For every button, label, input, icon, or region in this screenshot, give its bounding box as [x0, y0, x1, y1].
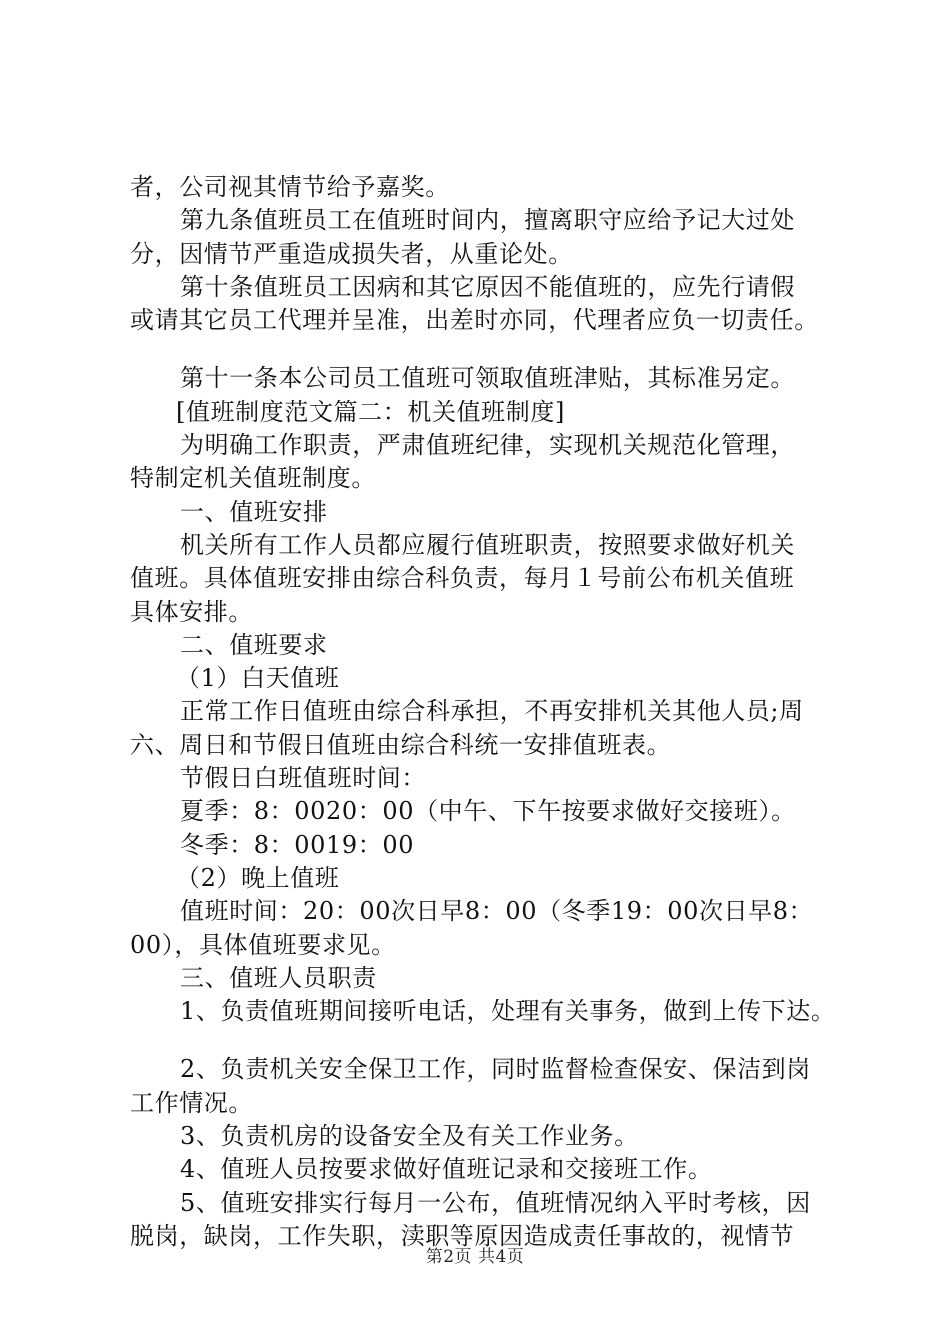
text-line: 工作情况。 [130, 1088, 253, 1117]
heading-duty-arrangement: 一、值班安排 [180, 497, 328, 526]
page-number: 第2页 共4页 [425, 1247, 525, 1267]
heading-duty-requirements: 二、值班要求 [180, 630, 328, 659]
winter-hours: 冬季：8：0019：00 [180, 830, 415, 859]
text-line: 者，公司视其情节给予嘉奖。 [130, 173, 450, 201]
section-heading: [值班制度范文篇二：机关值班制度] [176, 397, 565, 426]
paragraph-article-9: 第九条值班员工在值班时间内，擅离职守应给予记大过处 [180, 206, 795, 235]
responsibility-item-1: 1、负责值班期间接听电话，处理有关事务，做到上传下达。 [180, 997, 836, 1026]
text-line: 分，因情节严重造成损失者，从重论处。 [130, 239, 573, 268]
document-body [130, 171, 850, 1253]
paragraph-night-duty: 值班时间：20：00次日早8：00（冬季19：00次日早8： [180, 897, 814, 926]
text-line: 或请其它员工代理并呈准，出差时亦同，代理者应负一切责任。 [130, 306, 819, 335]
paragraph-day-duty: 正常工作日值班由综合科承担，不再安排机关其他人员;周 [180, 697, 804, 726]
paragraph-arrangement: 机关所有工作人员都应履行值班职责，按照要求做好机关 [180, 530, 795, 559]
responsibility-item-5: 5、值班安排实行每月一公布，值班情况纳入平时考核，因 [180, 1188, 811, 1217]
text-line: 脱岗，缺岗，工作失职，渎职等原因造成责任事故的，视情节 [130, 1221, 795, 1250]
text-line: 六、周日和节假日值班由综合科统一安排值班表。 [130, 730, 672, 759]
responsibility-item-3: 3、负责机房的设备安全及有关工作业务。 [180, 1122, 639, 1151]
paragraph-gap [130, 1028, 850, 1053]
subheading-day-duty: （1）白天值班 [176, 664, 340, 693]
text-line: 00），具体值班要求见。 [130, 930, 396, 959]
holiday-hours-label: 节假日白班值班时间： [180, 764, 426, 793]
summer-hours: 夏季：8：0020：00（中午、下午按要求做好交接班）。 [180, 797, 796, 826]
heading-duty-responsibilities: 三、值班人员职责 [180, 963, 377, 992]
responsibility-item-4: 4、值班人员按要求做好值班记录和交接班工作。 [180, 1155, 713, 1184]
text-line: 具体安排。 [130, 597, 253, 626]
subheading-night-duty: （2）晚上值班 [176, 863, 340, 892]
paragraph-gap [130, 337, 850, 362]
responsibility-item-2: 2、负责机关安全保卫工作，同时监督检查保安、保洁到岗 [180, 1055, 811, 1084]
paragraph-intro: 为明确工作职责，严肃值班纪律，实现机关规范化管理， [180, 431, 795, 460]
paragraph-article-11: 第十一条本公司员工值班可领取值班津贴，其标准另定。 [180, 364, 795, 393]
text-line: 特制定机关值班制度。 [130, 464, 376, 493]
text-line: 值班。具体值班安排由综合科负责，每月１号前公布机关值班 [130, 564, 795, 593]
paragraph-article-10: 第十条值班员工因病和其它原因不能值班的，应先行请假 [180, 272, 795, 301]
